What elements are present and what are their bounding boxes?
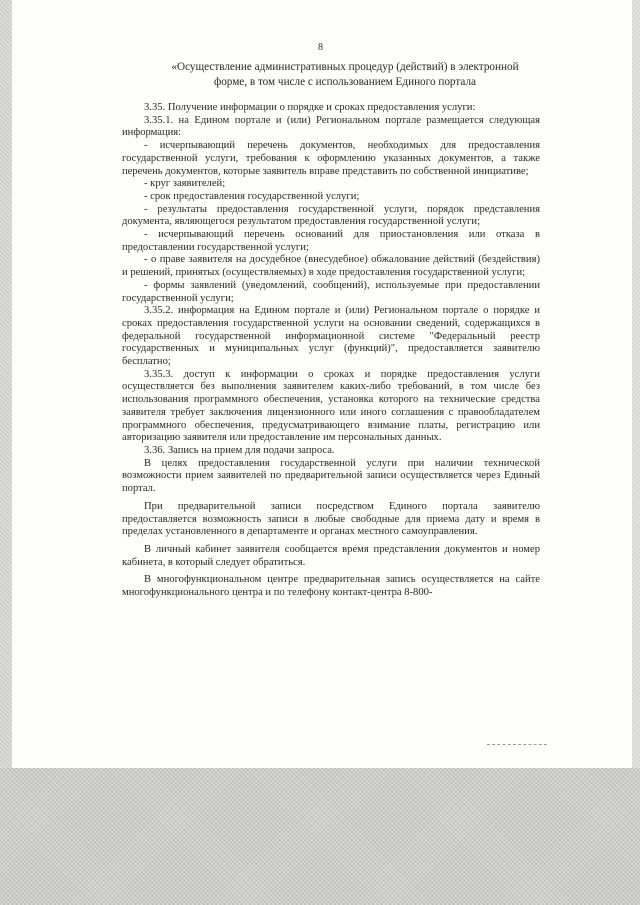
list-item: - формы заявлений (уведомлений, сообщений), используемые при предоставлении государственной услуги; (122, 279, 540, 304)
paragraph: 3.36. Запись на прием для подачи запроса. (144, 444, 335, 456)
paragraph: 3.35. Получение информации о порядке и сроках предоставления услуги: (144, 102, 476, 113)
paragraph: 3.35.3. доступ к информации о сроках и порядке предоставления услуги осуществляется без выполнения заявителем каких-либо требований, в том числе без использования программного обеспечения, установка которого на технические средства заявителя требует заключения лицензионного или иного соглашения с правообладателем программного обеспечения, предусматривающего взимание платы, регистрацию или авторизацию заявителя или предоставление им персональных данных. (122, 368, 540, 444)
paragraph: При предварительной записи посредством Единого портала заявителю предоставляется возможность записи в любые свободные для приема дату и время в пределах установленного в департаменте и органах местного самоуправления. (122, 500, 540, 538)
list-item: - исчерпывающий перечень оснований для приостановления или отказа в предоставлении государственной услуги; (122, 229, 540, 253)
list-item: - о праве заявителя на досудебное (внесудебное) обжалование действий (бездействия) и решений, принятых (осуществляемых) в ходе предоставления государственной услуги; (122, 254, 540, 279)
section-header (150, 60, 540, 89)
list-item: - круг заявителей; (144, 178, 226, 190)
paragraph: В целях предоставления государственной услуги при наличии технической возможности прием заявителей по предварительной записи осуществляется через Единый портал. (122, 457, 540, 495)
document-body (122, 102, 540, 600)
list-item: - результаты предоставления государственной услуги, порядок представления документа, являющегося результатом предоставления государственной услуги; (122, 203, 540, 228)
list-item: - срок предоставления государственной услуги; (144, 190, 360, 202)
scan-background-band (0, 768, 640, 905)
paragraph: В многофункциональном центре предварительная запись осуществляется на сайте многофункционального центра и по телефону контакт-центра 8-800- (122, 574, 540, 599)
paragraph: 3.35.1. на Едином портале и (или) Региональном портале размещается следующая информация: (122, 114, 540, 139)
paragraph: В личный кабинет заявителя сообщается время представления документов и номер кабинета, в который следует обратиться. (122, 543, 540, 568)
header-line: форме, в том числе с использованием Единого портала (213, 75, 477, 88)
list-item: - исчерпывающий перечень документов, необходимых для предоставления государственной услуги, требования к оформлению указанных документов, а также перечень документов, которые заявитель вправе представить по собственной инициативе; (122, 140, 540, 177)
dashed-rule (487, 744, 547, 745)
page-number: 8 (318, 42, 323, 53)
paragraph: 3.35.2. информация на Едином портале и (или) Региональном портале о порядке и сроках предоставления государственной услуги на основании сведений, содержащихся в федеральной государственной информационной системе "Федеральный реестр государственных и муниципальных услуг (функций)", предоставляется заявителю бесплатно; (122, 305, 540, 368)
header-line: «Осуществление административных процедур (действий) в электронной (171, 61, 519, 73)
